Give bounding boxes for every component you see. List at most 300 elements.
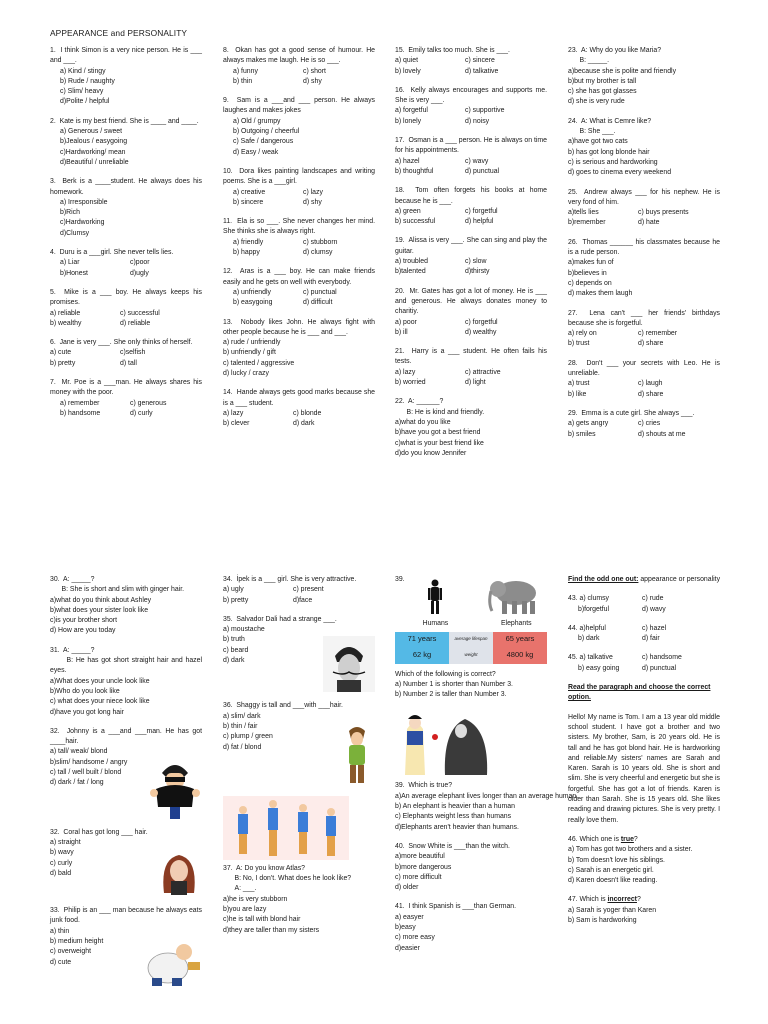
question-stem (223, 217, 375, 238)
answer-option: b)talented (395, 268, 426, 276)
question-18 (395, 186, 547, 227)
question-text: Salvador Dali had a strange ___. (236, 615, 337, 623)
question-24 (568, 117, 720, 179)
answer-option: a) tall/ weak/ blond (50, 748, 108, 756)
human-lifespan-cell: 71 years (395, 632, 449, 648)
answer-option: c) Safe / dangerous (233, 138, 294, 146)
question-options (568, 845, 720, 886)
answer-option: a) green (395, 207, 421, 215)
answer-option: b)believes in (568, 269, 607, 277)
question-number: 6. (50, 339, 58, 347)
answer-option: b) smiles (568, 430, 596, 438)
question-stem: Which of the following is correct? (395, 670, 496, 678)
answer-option: a)he is very stubborn (223, 895, 288, 903)
question-1 (50, 46, 202, 108)
question-19 (395, 236, 547, 277)
reading-passage: Hello! My name is Tom. I am a 13 year old middle school student. I have got a brother and two sisters. My brother, Sam, is 20 years old. He is tall and he has got blond hair. He is hardworking and reliable.My sisters' names are Sarah and Karen. Sarah is 10 years old. She is short and slim. She is very cheerful and energetic but she is forgetful. She has got a lot of friends. Karen is older than Sarah. She is 15 years old. She likes reading and drawing pictures. She is very pretty. I really love them. (568, 713, 720, 824)
question-stem (395, 186, 547, 207)
reading-heading: Read the paragraph and choose the correct option. (568, 684, 711, 702)
question-stem (50, 117, 202, 127)
question-options (50, 677, 202, 718)
answer-option: c) buys presents (638, 209, 689, 217)
question-number: 27. (568, 309, 584, 317)
question-options (568, 137, 720, 178)
odd-one-out-heading: Find the odd one out: (568, 576, 639, 583)
answer-option: c) present (293, 586, 324, 594)
question-number: 12. (223, 268, 237, 276)
question-text: Mr. Gates has got a lot of money. He is ___ and generous. He always donates money to charitiy. (395, 287, 549, 316)
question-text: A: _____? B: He has got short straight hair and hazel eyes. (50, 646, 202, 675)
answer-option: c)what is your best friend like (395, 439, 484, 447)
odd-one-out-heading-rest: appearance or personality (638, 576, 721, 583)
question-7 (50, 378, 202, 419)
answer-option: d)do you know Jennifer (395, 449, 467, 457)
question-options (223, 585, 375, 606)
answer-option: b) Rude / naughty (60, 77, 115, 85)
question-stem (395, 902, 547, 912)
question-number: 21. (395, 348, 409, 356)
answer-option: b) wealthy (50, 319, 82, 327)
question-number: 24. (568, 117, 580, 125)
answer-option: a) funny (233, 67, 258, 75)
answer-option: c)he is tall with blond hair (223, 916, 301, 924)
column-4-bottom (568, 575, 720, 935)
odd-one-out-item-44 (568, 624, 720, 645)
question-number: 29. (568, 409, 580, 417)
question-stem (50, 248, 202, 258)
answer-option: c) she has got glasses (568, 88, 637, 96)
question-stem (50, 906, 202, 927)
answer-option: d) talkative (465, 67, 499, 75)
question-6 (50, 338, 202, 369)
question-options (223, 117, 375, 158)
answer-option: c) more easy (395, 934, 435, 942)
snow-white-witch-illustration (395, 709, 495, 777)
question-number: 11. (223, 218, 235, 226)
question-stem-end: ? (636, 896, 641, 904)
question-options (568, 594, 720, 615)
answer-option: b) sincere (233, 198, 264, 206)
answer-option: b)have you got a best friend (395, 429, 481, 437)
answer-option: a) hazel (395, 157, 420, 165)
question-options (395, 157, 547, 178)
question-text: Harry is a ___ student. He often fails his tests. (395, 348, 549, 366)
answer-option: a) Tom has got two brothers and a sister. (568, 846, 693, 854)
question-text: Which is true? (408, 782, 453, 790)
answer-option: d) fat / blond (223, 743, 262, 751)
answer-option: c) Sarah is an energetic girl. (568, 866, 654, 874)
question-number: 39. (395, 782, 407, 790)
answer-option: d) goes to cinema every weekend (568, 169, 672, 177)
question-options (223, 409, 375, 430)
answer-option: c) tall / well built / blond (50, 769, 122, 777)
answer-option: c) Slim/ heavy (60, 88, 104, 96)
question-stem (50, 46, 202, 67)
question-12 (223, 267, 375, 308)
answer-option: c) sincere (465, 57, 495, 65)
answer-option: d) helpful (465, 218, 494, 226)
question-stem (395, 86, 547, 107)
answer-option: b) truth (223, 636, 245, 644)
answer-option: a)have got two cats (568, 138, 628, 146)
answer-option: c) lazy (303, 188, 323, 196)
question-9 (223, 96, 375, 158)
question-number: 31. (50, 646, 62, 654)
question-40 (395, 709, 579, 832)
question-options (395, 318, 547, 339)
answer-option: b) medium height (50, 938, 104, 946)
question-options (395, 56, 547, 77)
answer-option: 45. a) talkative (568, 654, 613, 662)
question-number: 3. (50, 178, 60, 186)
answer-option: a)what do you think about Ashley (50, 596, 152, 604)
answer-option: d) dark (223, 657, 245, 665)
question-stem (223, 96, 375, 117)
answer-option: c) forgetful (465, 318, 498, 326)
answer-option: d) curly (130, 409, 153, 417)
question-options (50, 348, 202, 369)
answer-option: c) hazel (642, 624, 667, 632)
human-figure (423, 579, 449, 630)
question-number: 2. (50, 117, 58, 125)
answer-option: d) shouts at me (638, 430, 686, 438)
answer-option: a) quiet (395, 57, 418, 65)
answer-option: a) Kind / stingy (60, 67, 106, 75)
question-text: Hande always gets good marks because she is a ___ student. (223, 389, 377, 407)
question-options (395, 257, 547, 278)
question-number: 18. (395, 187, 410, 195)
question-stem (50, 378, 202, 399)
answer-option: b)easy (395, 924, 416, 932)
answer-option: d) wealthy (465, 328, 497, 336)
question-emphasis: incorrect (607, 896, 637, 904)
question-text: Philip is an ___ man because he always eats junk food. (50, 907, 204, 925)
answer-option: a) straight (50, 838, 81, 846)
answer-option: b) like (568, 390, 587, 398)
question-stem (50, 288, 202, 309)
question-stem (568, 46, 720, 67)
question-number: 23. (568, 47, 580, 54)
question-number: 39. (395, 576, 405, 583)
question-27 (568, 309, 720, 350)
answer-option: a) rely on (568, 330, 597, 338)
question-stem (50, 177, 202, 198)
answer-option: a)tells lies (568, 209, 599, 217)
answer-option: b) Outgoing / cheerful (233, 128, 300, 136)
answer-option: b) easy going (578, 664, 620, 672)
question-options (395, 106, 547, 127)
answer-option: d) cute (50, 958, 72, 966)
question-stem (223, 46, 375, 67)
answer-option: c) what does your niece look like (50, 698, 150, 706)
illustration-wrap (223, 796, 375, 860)
answer-option: d) tall (120, 359, 137, 367)
question-number: 32. (50, 828, 62, 836)
question-number: 19. (395, 237, 407, 245)
question-25 (568, 188, 720, 229)
question-stem (223, 615, 375, 625)
question-33 (50, 828, 202, 897)
answer-option: c) handsome (642, 654, 682, 662)
answer-option: d) How are you today (50, 627, 116, 635)
answer-option: b) pretty (223, 596, 249, 604)
answer-option: a) poor (395, 318, 417, 326)
question-text: Emily talks too much. She is ___. (408, 47, 510, 54)
question-stem (395, 781, 547, 791)
question-stem (395, 236, 547, 257)
answer-option: a) unfriendly (233, 288, 271, 296)
question-2 (50, 117, 202, 168)
question-text: Nobody likes John. He always fight with other people because he is ___ and ___. (223, 318, 377, 336)
answer-option: b) successful (395, 218, 436, 226)
question-options (223, 67, 375, 88)
question-text: Alissa is very ___. She can sing and play the guitar. (395, 237, 549, 255)
question-32 (50, 727, 202, 819)
question-stem (395, 287, 547, 318)
answer-option: a) friendly (233, 238, 264, 246)
question-46 (568, 835, 720, 886)
answer-option: d) Easy / weak (233, 148, 279, 156)
answer-option: d) shy (303, 77, 322, 85)
question-number: 37. (223, 864, 235, 872)
question-options (395, 913, 547, 954)
question-number: 9. (223, 97, 233, 105)
question-number: 15. (395, 47, 407, 54)
answer-option: a) trust (568, 380, 590, 388)
question-options (50, 127, 202, 168)
question-number: 14. (223, 389, 235, 397)
answer-option: a) lazy (223, 409, 244, 417)
question-text: A: Do you know Atlas? B: No, I don't. What does he look like? A: ___. (234, 864, 352, 893)
question-35 (223, 575, 375, 606)
answer-option: d)face (293, 596, 313, 604)
humans-label: Humans (422, 620, 449, 628)
question-28 (568, 359, 720, 400)
question-number: 5. (50, 288, 60, 296)
answer-option: a) gets angry (568, 420, 609, 428)
question-text: A: ______? B: He is kind and friendly. (406, 398, 485, 416)
question-text: Osman is a ___ person. He is always on time for his appointments. (395, 137, 549, 155)
question-text: A: What is Cemre like? B: She ___. (579, 117, 652, 136)
question-41 (395, 842, 547, 893)
answer-option: a) troubled (395, 258, 428, 266)
question-number: 1. (50, 47, 59, 54)
question-text: Emma is a cute girl. She always ___. (581, 409, 695, 417)
question-stem (50, 727, 202, 748)
answer-option: b) trust (568, 340, 590, 348)
answer-option: c) stubborn (303, 238, 338, 246)
question-number: 10. (223, 167, 236, 175)
odd-one-out-items (568, 594, 720, 674)
question-options (50, 67, 202, 108)
question-29 (568, 409, 720, 440)
answer-option: c) remember (638, 330, 678, 338)
question-text: Jane is very ___. She only thinks of herself. (59, 339, 193, 347)
question-options (50, 399, 202, 420)
answer-option: c) talented / aggressive (223, 359, 295, 367)
answer-option: c)Hardworking/ mean (60, 148, 126, 156)
answer-option: c) successful (120, 309, 160, 317)
question-options (50, 596, 202, 637)
answer-option: d) older (395, 884, 419, 892)
question-22 (395, 397, 547, 459)
answer-option: d)Elephants aren't heavier than humans. (395, 823, 519, 831)
answer-option: c) overweight (50, 948, 91, 956)
question-text: Snow White is ___than the witch. (408, 842, 510, 850)
question-stem (50, 646, 202, 677)
answer-option: a)An average elephant lives longer than an average human. (395, 792, 579, 800)
answer-option: c) cries (638, 420, 661, 428)
answer-option: c) more difficult (395, 873, 442, 881)
illustration-wrap (395, 709, 547, 777)
column-3-top (395, 46, 547, 468)
answer-option: b)Jealous / easygoing (60, 138, 128, 146)
answer-option: b) dark (578, 635, 600, 643)
column-2-bottom (223, 575, 375, 945)
answer-option: d) share (638, 340, 664, 348)
question-options (568, 67, 720, 108)
question-options (50, 258, 202, 279)
answer-option: c)poor (130, 259, 150, 267)
answer-option: b)Honest (60, 269, 88, 277)
answer-option: a) creative (233, 188, 266, 196)
question-15 (395, 46, 547, 77)
question-text: Kelly always encourages and supports me. She is very ___. (395, 86, 549, 105)
answer-option: b) has got long blonde hair (568, 148, 650, 156)
elephants-label: Elephants (500, 620, 532, 628)
humans-vs-elephants-figure (395, 575, 547, 630)
answer-option: c) laugh (638, 380, 663, 388)
question-stem (50, 338, 202, 348)
answer-option: a)makes fun of (568, 259, 614, 267)
answer-option: b) unfriendly / gift (223, 349, 276, 357)
answer-option: b) Number 2 is taller than Number 3. (395, 691, 507, 699)
answer-option: c) plump / green (223, 733, 273, 741)
question-number: 33. (50, 907, 62, 915)
question-options (223, 895, 375, 936)
answer-option: c) forgetful (465, 207, 498, 215)
answer-option: a) reliable (50, 309, 81, 317)
question-options (568, 653, 720, 674)
answer-option: d) hate (638, 219, 660, 227)
reading-section (568, 683, 720, 704)
question-stem (568, 188, 720, 209)
answer-option: c) is serious and hardworking (568, 158, 658, 166)
answer-option: a)because she is polite and friendly (568, 67, 677, 75)
question-text: Ela is so ___. She never changes her mind. She thinks she is always right. (223, 218, 377, 236)
question-text: Kate is my best friend. She is ____ and ____. (59, 117, 199, 125)
comparison-table (395, 632, 547, 664)
answer-option: 43. a) clumsy (568, 595, 609, 603)
question-text: Coral has got long ___ hair. (63, 828, 148, 836)
answer-option: c) Elephants weight less than humans (395, 813, 512, 821)
answer-option: a)what do you like (395, 418, 451, 426)
answer-option: a) remember (60, 399, 100, 407)
question-text: Johnny is a ___and ___man. He has got ____hair. (50, 727, 204, 746)
answer-option: d) punctual (642, 664, 677, 672)
question-text: Andrew always ___ for his nephew. He is very fond of him. (568, 188, 722, 206)
question-options (223, 238, 375, 259)
answer-option: c) generous (130, 399, 167, 407)
question-text: İpek is a ___ girl. She is very attractive. (236, 576, 357, 583)
answer-option: a) Generous / sweet (60, 128, 123, 136)
answer-option: d) makes them laugh (568, 290, 633, 298)
answer-option: d)Polite / helpful (60, 98, 110, 106)
question-number: 36. (223, 702, 235, 710)
column-1-top (50, 46, 202, 428)
question-stem (223, 575, 375, 585)
answer-option: d) clumsy (303, 249, 333, 257)
question-options (568, 208, 720, 229)
question-number: 35. (223, 615, 235, 623)
question-options (568, 379, 720, 400)
question-number: 30. (50, 576, 62, 583)
answer-option: d) share (638, 390, 664, 398)
answer-option: a) moustache (223, 626, 265, 634)
answer-option: a) ugly (223, 586, 244, 594)
coral-portrait-illustration (156, 849, 202, 897)
answer-option: d) shy (303, 198, 322, 206)
question-stem (395, 46, 547, 56)
question-stem (395, 397, 547, 418)
question-text: Sam is a ___and ___ person. He always laughes and makes jokes (223, 97, 377, 115)
answer-option: d)ugly (130, 269, 149, 277)
answer-option: c) slow (465, 258, 487, 266)
question-stem (395, 842, 547, 852)
answer-option: c) supportive (465, 107, 505, 115)
answer-option: d) reliable (120, 319, 151, 327)
answer-option: d) noisy (465, 117, 490, 125)
question-39 (395, 670, 547, 701)
answer-option: b) clever (223, 420, 250, 428)
answer-option: d)Clumsy (60, 229, 90, 237)
answer-option: b) thoughtful (395, 167, 434, 175)
answer-option: a) easyer (395, 913, 424, 921)
question-text: Thomas ______ his classmates because he is a rude person. (568, 238, 722, 257)
question-text: Shaggy is tall and ___with ___hair. (236, 702, 343, 710)
question-stem (223, 318, 375, 339)
question-37 (223, 701, 375, 786)
odd-one-out-section (568, 575, 720, 585)
answer-option: a) Sarah is yoger than Karen (568, 906, 657, 914)
question-stem (568, 238, 720, 259)
question-text: Mike is a ___ boy. He always keeps his promises. (50, 288, 204, 307)
johnny-bravo-illustration (148, 759, 202, 819)
question-options (568, 258, 720, 299)
question-11 (223, 217, 375, 258)
question-stem (223, 701, 375, 711)
answer-option: a) thin (50, 927, 70, 935)
answer-option: b) thin / fair (223, 722, 258, 730)
elephant-lifespan-cell: 65 years (493, 632, 547, 648)
question-options (395, 368, 547, 389)
question-20 (395, 287, 547, 338)
elephant-figure (486, 575, 546, 630)
answer-option: d) Karen doesn't like reading. (568, 877, 658, 885)
question-number: 17. (395, 137, 407, 145)
answer-option: d) light (465, 379, 486, 387)
elephant-weight-cell: 4800 kg (493, 648, 547, 664)
question-number: 26. (568, 238, 581, 246)
question-31 (50, 646, 202, 718)
answer-option: a) Old / grumpy (233, 117, 281, 125)
question-number: 41. (395, 903, 407, 911)
question-23 (568, 46, 720, 108)
answer-option: d) bald (50, 869, 72, 877)
answer-option: d) difficult (303, 299, 333, 307)
answer-option: b) lovely (395, 67, 421, 75)
answer-option: a) Number 1 is shorter than Number 3. (395, 680, 513, 688)
